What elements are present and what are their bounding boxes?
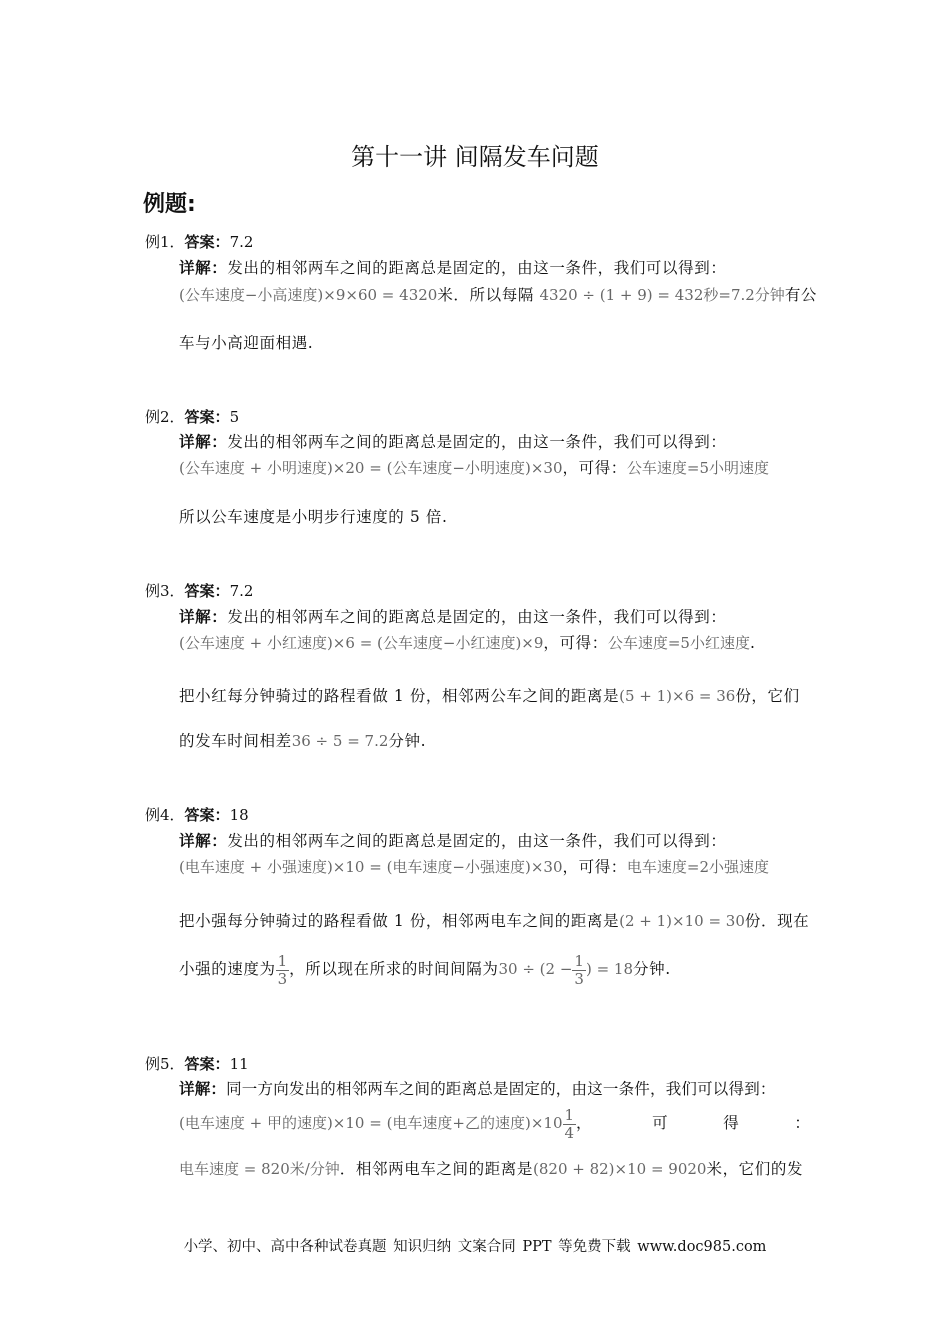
answer-label: 答案： <box>184 233 230 251</box>
detail-text: 同一方向发出的相邻两车之间的距离总是固定的，由这一条件，我们可以得到： <box>226 1080 776 1098</box>
text: 米，它们的发 <box>706 1160 804 1178</box>
example-4-formula-line <box>179 855 769 877</box>
fraction-denominator: 4 <box>564 1123 575 1142</box>
text: 分钟. <box>633 960 671 978</box>
fraction-one-quarter <box>563 1107 577 1141</box>
example-1-header <box>145 231 253 252</box>
text: ，可得： <box>562 858 627 876</box>
example-4-header <box>145 804 249 825</box>
example-label: 例3． <box>145 582 185 600</box>
text: ： <box>794 1114 811 1132</box>
text: 份．现在 <box>744 912 810 930</box>
fraction-numerator: 1 <box>277 952 288 970</box>
example-5-header <box>145 1053 249 1074</box>
example-2-header <box>145 406 239 427</box>
text: ，可得： <box>562 459 627 477</box>
example-label: 例1． <box>145 233 185 251</box>
fraction-one-third <box>572 953 586 987</box>
detail-text: 发出的相邻两车之间的距离总是固定的，由这一条件，我们可以得到： <box>227 608 727 626</box>
detail-text: 发出的相邻两车之间的距离总是固定的，由这一条件，我们可以得到： <box>227 259 727 277</box>
text: 小强的速度为 <box>179 960 276 978</box>
formula: 公车速度=5小红速度 <box>607 634 750 652</box>
detail-label: 详解： <box>179 258 228 277</box>
answer-label: 答案： <box>184 806 230 824</box>
example-4-line-3 <box>179 953 671 987</box>
formula: (公车速度−小高速度)×9×60 = 4320 <box>179 286 438 304</box>
example-1-conclusion: 车与小高迎面相遇. <box>179 334 314 352</box>
text: ，所以现在所求的时间间隔为 <box>289 960 499 978</box>
example-5-formula-line <box>179 1107 810 1141</box>
answer-label: 答案： <box>184 408 230 426</box>
text: 把小强每分钟骑过的路程看做 1 份，相邻两电车之间的距离是 <box>179 912 620 930</box>
text: 有公 <box>784 286 818 304</box>
example-2-detail <box>179 430 726 452</box>
example-3-detail <box>179 605 726 627</box>
example-label: 例5． <box>145 1055 185 1073</box>
example-4-line-2 <box>179 909 809 931</box>
fraction-denominator: 3 <box>574 969 584 988</box>
text: 可 <box>652 1114 669 1132</box>
answer-value: 7.2 <box>229 582 254 600</box>
detail-label: 详解： <box>179 831 228 850</box>
example-label: 例2． <box>145 408 185 426</box>
section-heading: 例题: <box>143 192 196 217</box>
formula: 公车速度=5小明速度 <box>626 459 770 477</box>
text: ， <box>576 1114 593 1132</box>
example-3-line-3 <box>179 729 426 751</box>
answer-label: 答案： <box>184 582 230 600</box>
fraction-one-third <box>276 953 290 987</box>
formula: (5 + 1)×6 = 36 <box>619 687 736 705</box>
formula: (公车速度 + 小明速度)×20 = (公车速度−小明速度)×30 <box>179 459 563 477</box>
answer-value: 7.2 <box>229 233 254 251</box>
formula: (电车速度 + 甲的速度)×10 = (电车速度+乙的速度)×10 <box>179 1114 563 1132</box>
formula: 电车速度 = 820米/分钟 <box>179 1160 340 1178</box>
text: 米．所以每隔 <box>437 286 534 304</box>
example-4-detail <box>179 829 726 851</box>
page-title: 第十一讲 间隔发车问题 <box>351 143 599 171</box>
formula: 36 ÷ 5 = 7.2 <box>291 732 389 750</box>
formula: (820 + 82)×10 = 9020 <box>533 1160 707 1178</box>
answer-label: 答案： <box>184 1055 230 1073</box>
fraction-numerator: 1 <box>564 1106 575 1124</box>
formula: (公车速度 + 小红速度)×6 = (公车速度−小红速度)×9 <box>179 634 544 652</box>
text: ，可得： <box>543 634 608 652</box>
example-2-formula-line <box>179 456 769 478</box>
example-1-formula-line <box>179 283 817 305</box>
text: 分钟. <box>388 732 427 750</box>
detail-text: 发出的相邻两车之间的距离总是固定的，由这一条件，我们可以得到： <box>227 832 727 850</box>
answer-value: 11 <box>229 1055 249 1073</box>
detail-label: 详解： <box>179 432 228 451</box>
text: 把小红每分钟骑过的路程看做 1 份，相邻两公车之间的距离是 <box>179 687 620 705</box>
example-2-conclusion: 所以公车速度是小明步行速度的 5 倍. <box>179 508 448 526</box>
formula <box>498 952 633 988</box>
answer-value: 18 <box>229 806 249 824</box>
fraction-numerator: 1 <box>574 952 584 970</box>
formula-part: ) = 18 <box>585 960 633 978</box>
text: 份，它们 <box>735 687 800 705</box>
text: 的发车时间相差 <box>179 732 292 750</box>
text: ．相邻两电车之间的距离是 <box>339 1160 533 1178</box>
detail-label: 详解： <box>179 1079 227 1098</box>
formula: 4320 ÷ (1 + 9) = 432秒=7.2分钟 <box>539 286 785 304</box>
example-5-line-2 <box>179 1157 803 1179</box>
detail-text: 发出的相邻两车之间的距离总是固定的，由这一条件，我们可以得到： <box>227 433 727 451</box>
page-footer: 小学、初中、高中各种试卷真题 知识归纳 文案合同 PPT 等免费下载 www.doc985.com <box>183 1239 767 1255</box>
fraction-denominator: 3 <box>277 969 288 988</box>
example-3-formula-line <box>179 631 755 653</box>
example-1-detail <box>179 256 726 278</box>
formula: (电车速度 + 小强速度)×10 = (电车速度−小强速度)×30 <box>179 858 563 876</box>
example-5-detail <box>179 1077 776 1099</box>
answer-value: 5 <box>229 408 240 426</box>
formula-part: 30 ÷ (2 − <box>498 960 573 978</box>
formula: (2 + 1)×10 = 30 <box>619 912 745 930</box>
example-3-line-2 <box>179 684 800 706</box>
formula: 电车速度=2小强速度 <box>626 858 770 876</box>
text: 得 <box>723 1114 740 1132</box>
text: . <box>749 634 756 652</box>
example-label: 例4． <box>145 806 185 824</box>
example-3-header <box>145 580 253 601</box>
detail-label: 详解： <box>179 607 228 626</box>
